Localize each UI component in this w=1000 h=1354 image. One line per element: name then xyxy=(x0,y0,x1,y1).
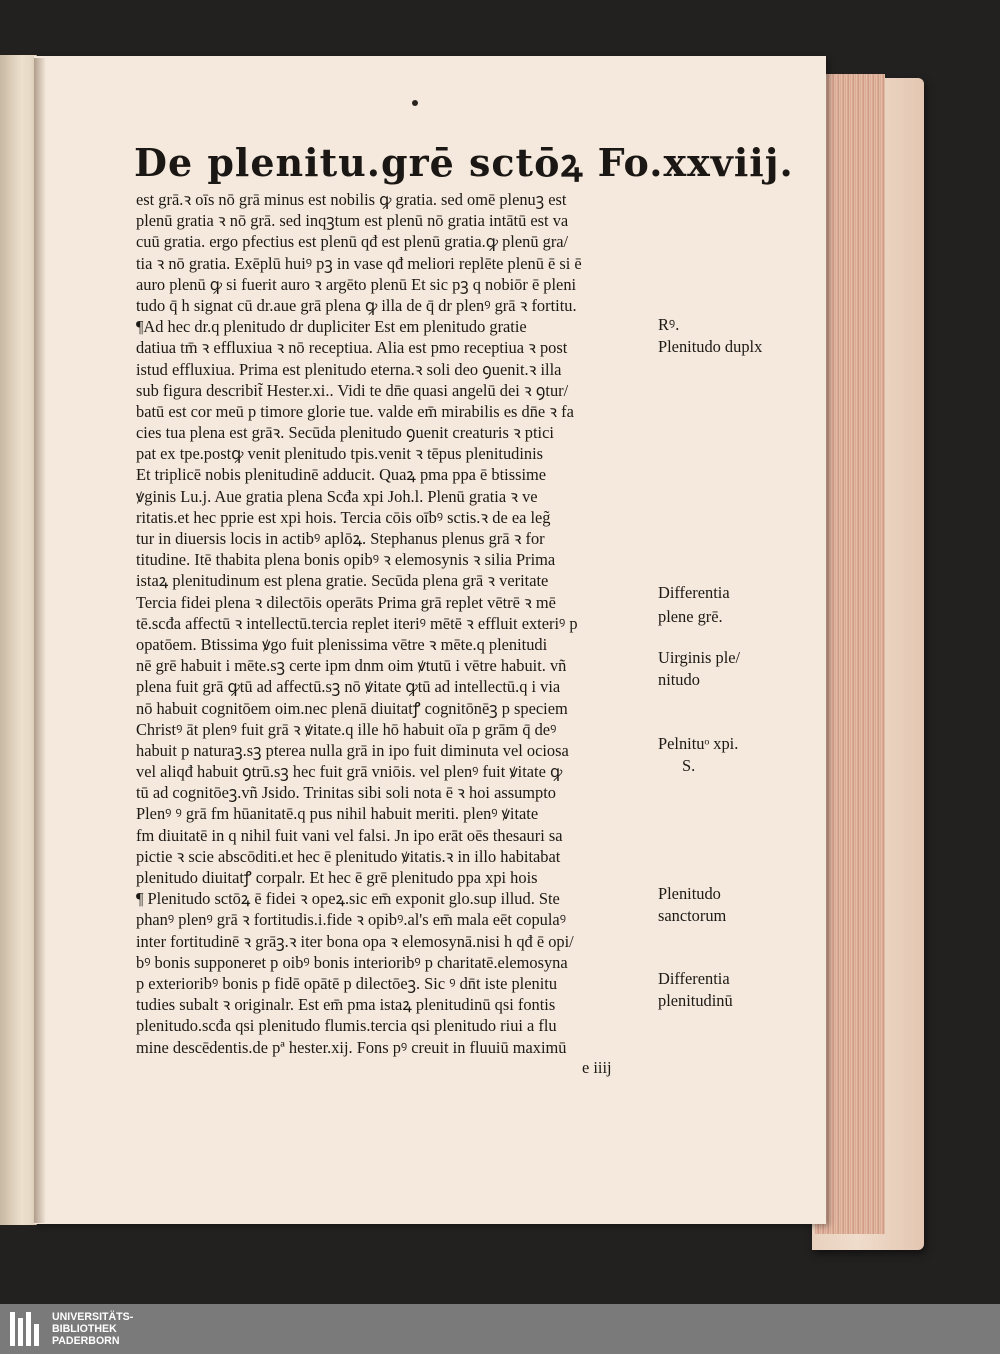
library-name-line: UNIVERSITÄTS- xyxy=(52,1311,134,1323)
ink-dot xyxy=(412,100,418,106)
text-line: plenitudo diuitatꝭ corpalr. Et hec ē grē plenitudo ppa xpi hois xyxy=(136,868,538,887)
text-line: pictie ꝛ scie abscōditi.et hec ē plenitudo ꝟitatis.ꝛ in illo habitabat xyxy=(136,846,561,866)
text-line: Plenꝰ ꝰ grā fm hūanitatē.q pus nihil habuit meriti. plenꝰ ꝟitate xyxy=(136,804,539,824)
text-line: tur in diuersis locis in actibꝰ aplōꝝ. Stephanus plenus grā ꝛ for xyxy=(136,529,545,548)
signature-mark: e iiij xyxy=(582,1058,612,1077)
library-name xyxy=(52,1311,133,1347)
margin-note: Differentia xyxy=(658,583,730,602)
text-line: p exterioribꝰ bonis p fidē opātē p dilectōeꝫ. Sic ꝰ dn̄t iste plenitu xyxy=(136,973,558,993)
margin-note: S. xyxy=(682,756,696,775)
text-line: est grā.ꝛ oīs nō grā minus est nobilis ꝙ gratia. sed omē plenuꝫ est xyxy=(136,190,567,209)
margin-note: nitudo xyxy=(658,670,700,689)
book-page xyxy=(34,56,826,1224)
text-line: plenitudo.scđa qsi plenitudo flumis.tercia qsi plenitudo riui a flu xyxy=(136,1016,557,1036)
text-line: cies tua plena est grāꝛ. Secūda plenitudo ꝯuenit creaturis ꝛ ptici xyxy=(136,423,554,443)
text-line: auro plenū ꝙ si fuerit auro ꝛ argēto plenū Et sic pꝫ q nobiōr ē pleni xyxy=(136,274,577,294)
text-line: nō habuit cognitōem oim.nec plenā diuitatꝭ cognitōnēꝫ p speciem xyxy=(136,698,568,718)
text-line: Christꝰ āt plenꝰ fuit grā ꝛ ꝟitate.q ille hō habuit oīa p grām q̄ deꝰ xyxy=(136,719,557,739)
margin-note: Uirginis ple/ xyxy=(658,648,741,667)
text-line: phanꝰ plenꝰ grā ꝛ fortitudis.i.fide ꝛ opibꝰ.al's em̄ mala eēt copulaꝰ xyxy=(136,910,566,930)
text-line: vel aliqđ habuit ꝯtrū.sꝫ hec fuit grā vniōis. vel plenꝰ fuit ꝟitate ꝙ xyxy=(136,762,563,782)
page-heading: De plenitu.grē sctōꝝ Fo.xxviij. xyxy=(134,140,794,185)
text-line: datiua tm̄ ꝛ effluxiua ꝛ nō receptiua. Alia est pmo receptiua ꝛ post xyxy=(136,338,568,358)
text-line: Tercia fidei plena ꝛ dilectōis operāts Prima grā replet vētrē ꝛ mē xyxy=(136,592,556,612)
page-gutter-shadow xyxy=(34,58,46,1223)
text-line: inter fortitudinē ꝛ grāꝫ.ꝛ iter bona opa ꝛ elemosynā.nisi h qđ ē opi/ xyxy=(136,931,574,951)
text-line: fm diuitatē in q nihil fuit vani vel falsi. Jn ipo erāt oēs thesauri sa xyxy=(136,825,563,845)
library-footer-bar xyxy=(0,1304,1000,1354)
text-line: tū ad cognitōeꝫ.vñ Jsido. Trinitas sibi soli nota ē ꝛ hoi assumpto xyxy=(136,783,556,803)
text-line: plena fuit grā ꝙtū ad affectū.sꝫ nō ꝟitate ꝙtū ad intellectū.q i via xyxy=(136,677,561,697)
text-line: pat ex tpe.postꝙ venit plenitudo tpis.venit ꝛ tēpus plenitudinis xyxy=(136,444,544,464)
margin-note: Differentia xyxy=(658,969,730,988)
text-line: ritatis.et hec pprie est xpi hois. Tercia cōis oībꝰ sctis.ꝛ de ea leg̃ xyxy=(136,507,551,527)
text-line: ¶ Plenitudo sctōꝝ ē fidei ꝛ opeꝝ.sic em̄ exponit glo.sup illud. Ste xyxy=(136,889,560,909)
text-line: ¶Ad hec dr.q plenitudo dr dupliciter Est em plenitudo gratie xyxy=(136,317,527,337)
library-name-line: BIBLIOTHEK xyxy=(52,1323,117,1335)
margin-note: Rꝰ. xyxy=(658,315,680,334)
text-line: opatōem. Btissima ꝟgo fuit plenissima vētre ꝛ mēte.q plenitudi xyxy=(136,634,548,654)
text-line: tudies subalt ꝛ originalr. Est em̄ pma istaꝝ plenitudinū qsi fontis xyxy=(136,995,556,1015)
library-logo-icon xyxy=(10,1312,44,1346)
text-line: tudo q̄ h signat cū dr.aue grā plena ꝙ illa de q̄ dr plenꝰ grā ꝛ fortitu. xyxy=(136,295,577,315)
text-line: ꝟginis Lu.j. Aue gratia plena Scđa xpi Joh.l. Plenū gratia ꝛ ve xyxy=(136,486,538,506)
page-text-block xyxy=(136,189,664,1058)
text-line: mine descēdentis.de pª hester.xij. Fons pꝰ creuit in fluuiū maximū xyxy=(136,1037,567,1057)
text-line: plenū gratia ꝛ nō grā. sed inqꝫtum est plenū nō gratia intātū est va xyxy=(136,211,569,231)
margin-note: Pelnituᵒ xpi. xyxy=(658,734,739,753)
text-line: nē grē habuit i mēte.sꝫ certe ipm dnm oim ꝟtutū i vētre habuit. vñ xyxy=(136,656,567,676)
text-line: habuit p naturaꝫ.sꝫ pterea nulla grā in ipo fuit diminuta vel ociosa xyxy=(136,740,569,760)
margin-note: sanctorum xyxy=(658,906,727,925)
left-page-edge xyxy=(0,55,37,1225)
text-line: tia ꝛ nō gratia. Exēplū huiꝰ pꝫ in vase qđ meliori replēte plenū ē si ē xyxy=(136,253,582,273)
text-line: istaꝝ plenitudinum est plena gratie. Secūda plena grā ꝛ veritate xyxy=(136,571,549,591)
margin-note: plene grē. xyxy=(658,607,723,626)
text-line: batū est cor meū p timore glorie tue. valde em̄ mirabilis es dn̄e ꝛ fa xyxy=(136,401,574,421)
text-line: sub figura describit̃ Hester.xi.. Vidi te dn̄e quasi angelū dei ꝛ ꝯtur/ xyxy=(136,380,569,400)
library-name-line: PADERBORN xyxy=(52,1335,120,1347)
text-line: Et triplicē nobis plenitudinē adducit. Quaꝝ pma ppa ē btissime xyxy=(136,465,547,485)
margin-note: Plenitudo xyxy=(658,884,721,903)
text-line: titudine. Itē thabita plena bonis opibꝰ ꝛ elemosynis ꝛ silia Prima xyxy=(136,550,556,570)
text-line: bꝰ bonis supponeret p oibꝰ bonis interioribꝰ p charitatē.elemosyna xyxy=(136,952,568,972)
margin-note: Plenitudo duplx xyxy=(658,337,763,356)
text-line: tē.scđa affectū ꝛ intellectū.tercia replet iteriꝰ mētē ꝛ effluit exteriꝰ p xyxy=(136,613,578,633)
text-line: istud effluxiua. Prima est plenitudo eterna.ꝛ soli deo ꝯuenit.ꝛ illa xyxy=(136,359,562,379)
text-line: cuū gratia. ergo pfectius est plenū qđ est plenū gratia.ꝙ plenū gra/ xyxy=(136,232,569,252)
margin-note: plenitudinū xyxy=(658,991,733,1010)
